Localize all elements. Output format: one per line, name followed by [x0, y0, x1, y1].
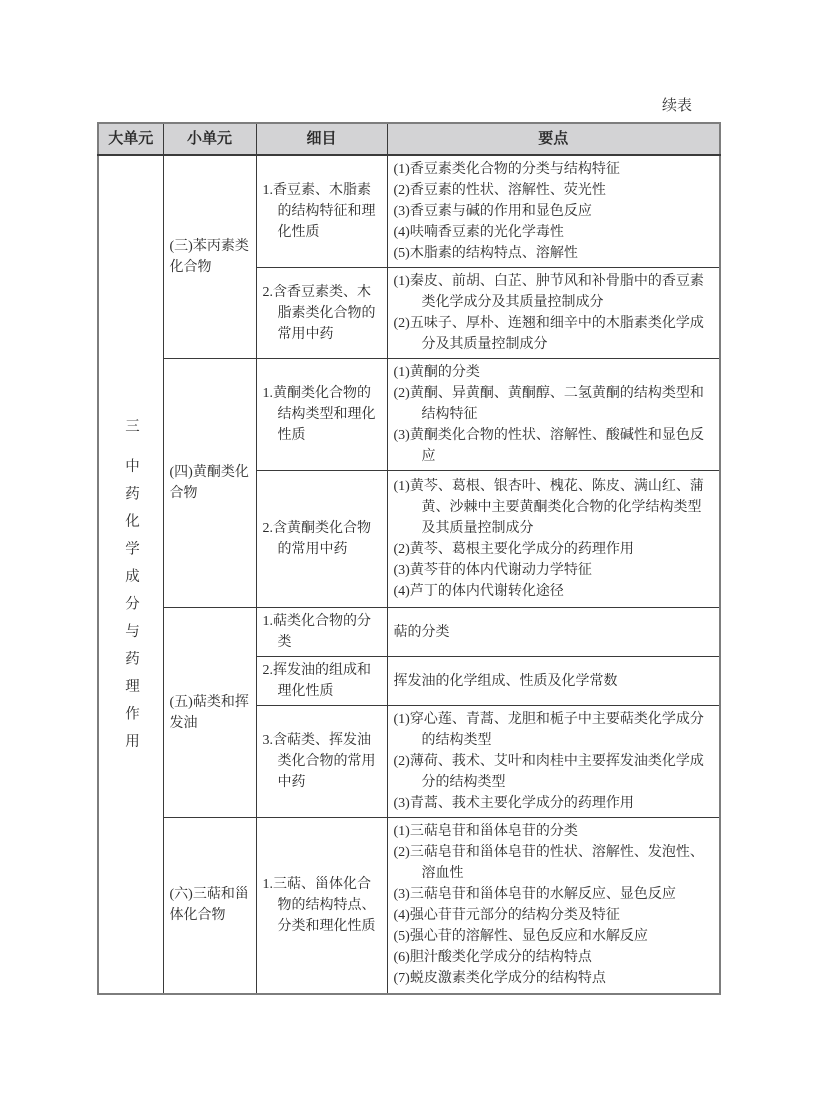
- subunit-cell: (六)三萜和甾体化合物: [163, 818, 256, 994]
- point-line: (5)强心苷的溶解性、显色反应和水解反应: [393, 929, 648, 945]
- point-line: (4)强心苷苷元部分的结构分类及特征: [393, 908, 620, 924]
- points-cell: [387, 608, 720, 657]
- detail-cell: [256, 706, 387, 818]
- point-line: (1)秦皮、前胡、白芷、肿节风和补骨脂中的香豆素类化学成分及其质量控制成分: [393, 274, 704, 310]
- points-cell: [387, 471, 720, 608]
- point-line: (3)三萜皂苷和甾体皂苷的水解反应、显色反应: [393, 887, 676, 903]
- detail-item: 3.含萜类、挥发油类化合物的常用中药: [262, 733, 376, 790]
- header-points: 要点: [387, 123, 720, 155]
- point-line: (5)木脂素的结构特点、溶解性: [393, 246, 578, 261]
- detail-item: 1.香豆素、木脂素的结构特征和理化性质: [262, 183, 376, 240]
- detail-item: 1.黄酮类化合物的结构类型和理化性质: [262, 386, 376, 443]
- point-line: (4)呋喃香豆素的光化学毒性: [393, 225, 564, 240]
- table-row: [98, 818, 720, 994]
- detail-cell: [256, 268, 387, 359]
- syllabus-table-wrapper: [97, 122, 721, 995]
- detail-cell: [256, 657, 387, 706]
- detail-item: 1.萜类化合物的分类: [262, 614, 371, 650]
- unit-vertical-text: [105, 388, 157, 760]
- unit-cell: [98, 155, 163, 994]
- point-line: (1)黄芩、葛根、银杏叶、槐花、陈皮、满山红、蒲黄、沙棘中主要黄酮类化合物的化学结构类型及其质量控制成分: [393, 479, 704, 536]
- continued-table-label: 续表: [661, 98, 692, 114]
- points-cell: [387, 155, 720, 268]
- point-line: (2)香豆素的性状、溶解性、荧光性: [393, 183, 606, 198]
- point-line: (2)黄酮、异黄酮、黄酮醇、二氢黄酮的结构类型和结构特征: [393, 386, 704, 422]
- point-line: (3)香豆素与碱的作用和显色反应: [393, 204, 592, 219]
- points-cell: [387, 268, 720, 359]
- table-row: [98, 359, 720, 471]
- points-cell: [387, 818, 720, 994]
- detail-cell: [256, 608, 387, 657]
- point-line: (1)香豆素类化合物的分类与结构特征: [393, 162, 620, 177]
- detail-cell: [256, 471, 387, 608]
- point-line: (6)胆汁酸类化学成分的结构特点: [393, 950, 592, 966]
- point-line: (2)三萜皂苷和甾体皂苷的性状、溶解性、发泡性、溶血性: [393, 845, 704, 882]
- point-line: (7)蜕皮激素类化学成分的结构特点: [393, 971, 606, 987]
- table-row: [98, 155, 720, 268]
- point-line: (1)穿心莲、青蒿、龙胆和栀子中主要萜类化学成分的结构类型: [393, 712, 704, 748]
- point-line: (1)三萜皂苷和甾体皂苷的分类: [393, 824, 578, 840]
- table-header-row: [98, 123, 720, 155]
- detail-item: 2.含黄酮类化合物的常用中药: [262, 521, 371, 557]
- point-line: 挥发油的化学组成、性质及化学常数: [393, 673, 618, 689]
- points-cell: [387, 359, 720, 471]
- point-line: (1)黄酮的分类: [393, 365, 480, 380]
- point-line: (3)黄酮类化合物的性状、溶解性、酸碱性和显色反应: [393, 428, 704, 464]
- detail-cell: [256, 359, 387, 471]
- detail-item: 1.三萜、甾体化合物的结构特点、分类和理化性质: [262, 876, 376, 934]
- point-line: (3)黄芩苷的体内代谢动力学特征: [393, 563, 592, 578]
- detail-cell: [256, 818, 387, 994]
- point-line: 萜的分类: [393, 624, 450, 640]
- unit-number: 三: [123, 418, 139, 446]
- points-cell: [387, 657, 720, 706]
- point-line: (3)青蒿、莪术主要化学成分的药理作用: [393, 796, 634, 811]
- detail-cell: [256, 155, 387, 268]
- table-row: [98, 608, 720, 657]
- header-unit: 大单元: [98, 123, 163, 155]
- point-line: (2)黄芩、葛根主要化学成分的药理作用: [393, 542, 634, 557]
- header-subunit: 小单元: [163, 123, 256, 155]
- subunit-cell: (五)萜类和挥发油: [163, 608, 256, 818]
- points-cell: [387, 706, 720, 818]
- subunit-cell: (三)苯丙素类化合物: [163, 155, 256, 359]
- subunit-cell: (四)黄酮类化合物: [163, 359, 256, 608]
- point-line: (2)薄荷、莪术、艾叶和肉桂中主要挥发油类化学成分的结构类型: [393, 754, 704, 790]
- unit-title: 中药化学成分与药理作用: [123, 457, 139, 761]
- point-line: (2)五味子、厚朴、连翘和细辛中的木脂素类化学成分及其质量控制成分: [393, 316, 704, 352]
- point-line: (4)芦丁的体内代谢转化途径: [393, 584, 564, 599]
- header-detail: 细目: [256, 123, 387, 155]
- syllabus-table: [97, 122, 721, 995]
- detail-item: 2.含香豆素类、木脂素类化合物的常用中药: [262, 284, 376, 342]
- detail-item: 2.挥发油的组成和理化性质: [262, 663, 371, 699]
